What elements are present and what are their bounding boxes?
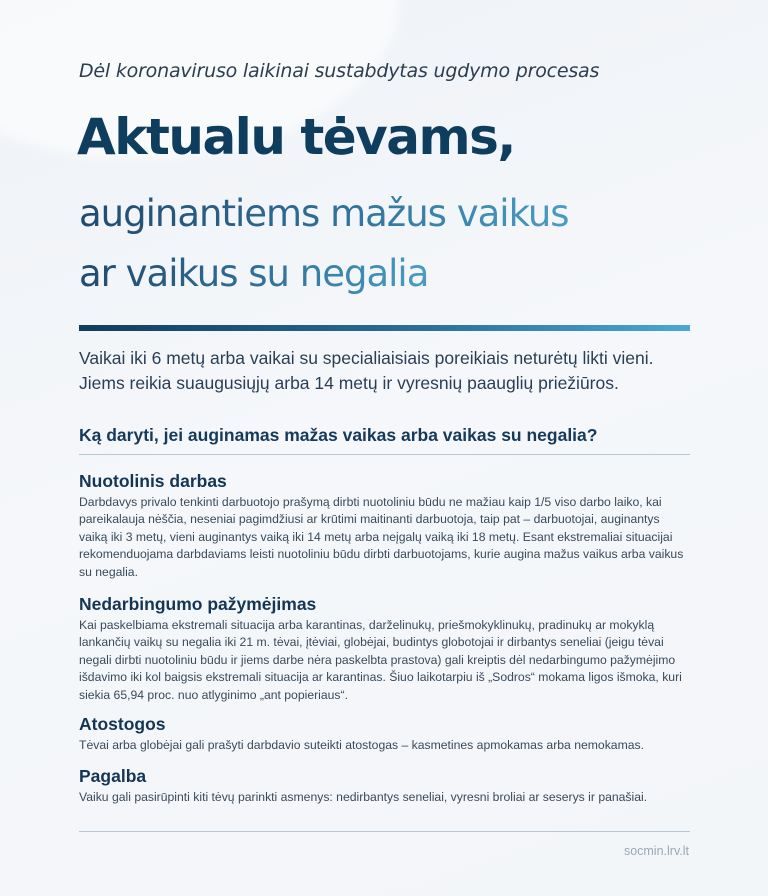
title-line-1: auginantiems mažus vaikus bbox=[79, 192, 569, 235]
accent-divider bbox=[79, 325, 690, 331]
section-vacation bbox=[79, 713, 691, 754]
section-body: Vaiku gali pasirūpinti kiti tėvų parinkti asmenys: nedirbantys seneliai, vyresni broliai ar seserys ir panašiai. bbox=[79, 790, 648, 804]
section-body: Darbdavys privalo tenkinti darbuotojo prašymą dirbti nuotoliniu būdu ne mažiau kaip 1/5 viso darbo laiko, kai pareikalauja nėščia, neseniai pagimdžiusi ar krūtimi maitinanti darbuotoja, taip pat – darbuotojai, auginantys vaiką iki 3 metų, vieni auginantys vaiką iki 14 metų arba neįgalų vaiką iki 18 metų. Esant ekstremaliai situacijai rekomenduojama darbdaviams leisti nuotoliniu būdu dirbti darbuotojams, kurie augina mažus vaikus arba vaikus su negalia. bbox=[79, 495, 684, 579]
section-remote-work bbox=[79, 470, 691, 581]
section-help bbox=[79, 765, 691, 806]
question-divider bbox=[79, 454, 690, 455]
question-heading: Ką daryti, jei auginamas mažas vaikas arba vaikas su negalia? bbox=[79, 425, 598, 445]
footer-url: socmin.lrv.lt bbox=[623, 844, 689, 858]
document-subtitle: Dėl koronaviruso laikinai sustabdytas ugdymo procesas bbox=[79, 60, 600, 82]
section-heading: Nedarbingumo pažymėjimas bbox=[79, 594, 317, 614]
section-body: Kai paskelbiama ekstremali situacija arba karantinas, darželinukų, priešmokyklinukų, pradinukų ar mokyklą lankančių vaikų su negalia iki 21 m. tėvai, įtėviai, globėjai, budintys globotojai ir dirbantys seneliai (jeigu tėvai negali dirbti nuotoliniu būdu ir jiems darbe nėra paskelbta prastova) gali kreiptis dėl nedarbingumo pažymėjimo išdavimo iki kol baigsis ekstremali situacija ar karantinas. Šiuo laikotarpiu iš „Sodros“ mokama ligos išmoka, kuri siekia 65,94 proc. nuo atlyginimo „ant popieriaus“. bbox=[79, 618, 682, 702]
document-title: Aktualu tėvams, bbox=[77, 108, 515, 166]
footer-divider bbox=[79, 831, 690, 832]
section-heading: Nuotolinis darbas bbox=[79, 471, 227, 491]
section-heading: Pagalba bbox=[79, 766, 147, 786]
intro-paragraph: Vaikai iki 6 metų arba vaikai su specialiaisiais poreikiais neturėtų likti vieni. Jiems reikia suaugusiųjų arba 14 metų ir vyresnių paauglių priežiūros. bbox=[79, 348, 654, 393]
section-sick-leave bbox=[79, 593, 691, 704]
section-heading: Atostogos bbox=[79, 714, 166, 734]
title-line-2: ar vaikus su negalia bbox=[79, 252, 429, 295]
document-page bbox=[79, 0, 691, 896]
section-body: Tėvai arba globėjai gali prašyti darbdavio suteikti atostogas – kasmetines apmokamas arba nemokamas. bbox=[79, 738, 644, 752]
